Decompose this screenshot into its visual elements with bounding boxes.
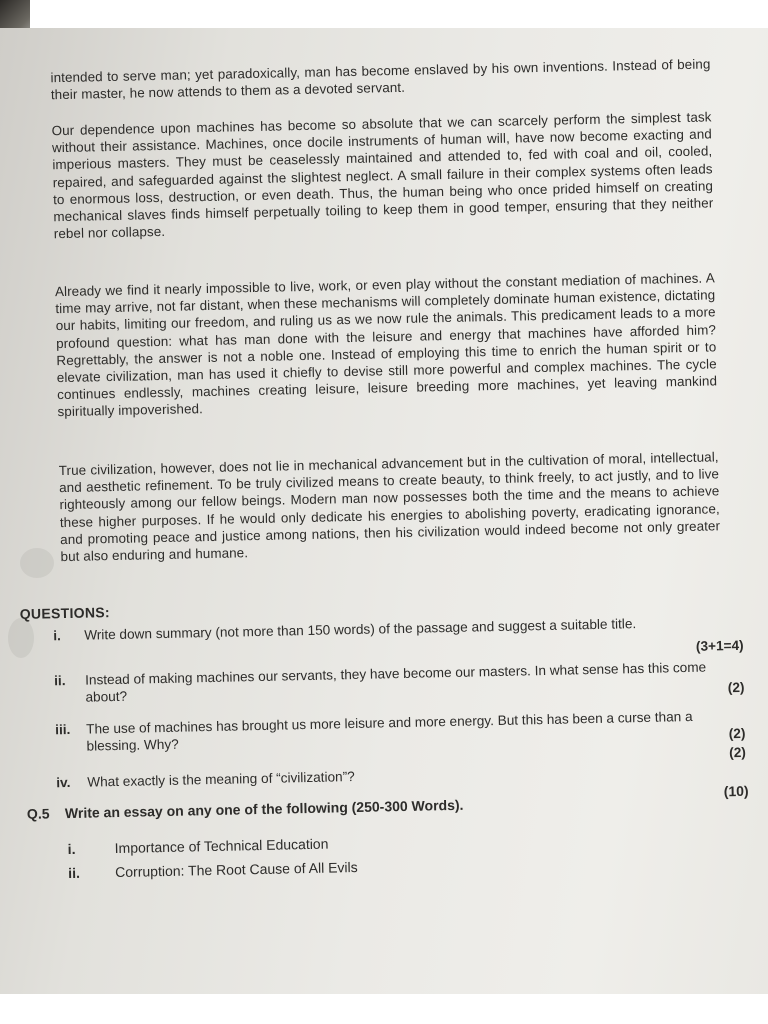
question-marks: (2) [728,725,746,742]
question-number: ii. [54,673,66,689]
question-text: Write down summary (not more than 150 words) of the passage and suggest a suitable title. [84,616,637,643]
passage-paragraph-2: Our dependence upon machines has become so absolute that we can scarcely perform the simplest task without their assistance. Machines, once docile instruments of human will, have now become exacting and imperious masters. They must be ceaselessly maintained and attended to, fed with coal and oil, cooled, repaired, and safeguarded against the slightest neglect. A small failure in their complex systems often leads to enormous loss, destruction, or even death. Thus, the human being who once prided himself on creating mechanical slaves finds himself perpetually toiling to keep them in good temper, ensuring that they neither rebel nor collapse. [51,109,714,242]
paper-content [0,20,768,1002]
passage-paragraph-3: Already we find it nearly impossible to live, work, or even play without the constant mediation of machines. A time may arrive, not far distant, when these mechanisms will completely dominate human existence, dictating our habits, limiting our freedom, and ruling us as we now rule the animals. This predicament leads to a more profound question: what has man done with the leisure and energy that machines have afforded him? Regrettably, the answer is not a noble one. Instead of employing this time to enrich the human spirit or to elevate civilization, man has used it chiefly to devise still more powerful and complex machines. The cycle continues endlessly, machines creating leisure, leisure breeding more machines, yet leaving mankind spiritually impoverished. [54,270,718,420]
essay-question-text: Write an essay on any one of the following (250-300 Words). [64,796,464,822]
question-text: What exactly is the meaning of “civilization”? [87,769,355,790]
essay-question-marks: (10) [723,782,749,800]
essay-topic-text: Importance of Technical Education [114,835,329,857]
question-marks: (3+1=4) [695,637,744,654]
essay-question-number: Q.5 [26,805,50,822]
question-number: i. [53,628,61,644]
passage-paragraph-1: intended to serve man; yet paradoxically, man has become enslaved by his own inventions. Instead of being their master, he now attends to them as a devoted servant. [50,56,711,103]
question-marks: (2) [727,679,745,696]
essay-topic-text: Corruption: The Root Cause of All Evils [115,858,358,881]
exam-paper [0,28,768,994]
question-item [53,613,744,654]
question-text: Instead of making machines our servants, they have become our masters. In what sense has this come about? [85,659,707,705]
essay-topic-number: i. [67,840,76,858]
question-number: iii. [55,721,71,738]
question-text: The use of machines has brought us more leisure and more energy. But this has been a curse than a blessing. Why? [86,708,693,754]
question-number: iv. [56,774,71,791]
essay-topic-number: ii. [68,864,81,882]
question-marks: (2) [729,744,746,761]
question-item [54,658,745,705]
question-item [56,744,746,791]
passage-paragraph-4: True civilization, however, does not lie in mechanical advancement but in the cultivation of moral, intellectual, and aesthetic refinement. To be truly civilized means to create beauty, to think freely, to act justly, and to live righteously among our fellow beings. Modern man now possesses both the time and the means to achieve these higher purposes. If he would only dedicate his energies to abolishing poverty, eradicating ignorance, and promoting peace and justice among nations, then his civilization would indeed become not only greater but also enduring and humane. [58,449,721,565]
questions-heading: QUESTIONS: [19,604,111,622]
question-item [55,707,746,754]
